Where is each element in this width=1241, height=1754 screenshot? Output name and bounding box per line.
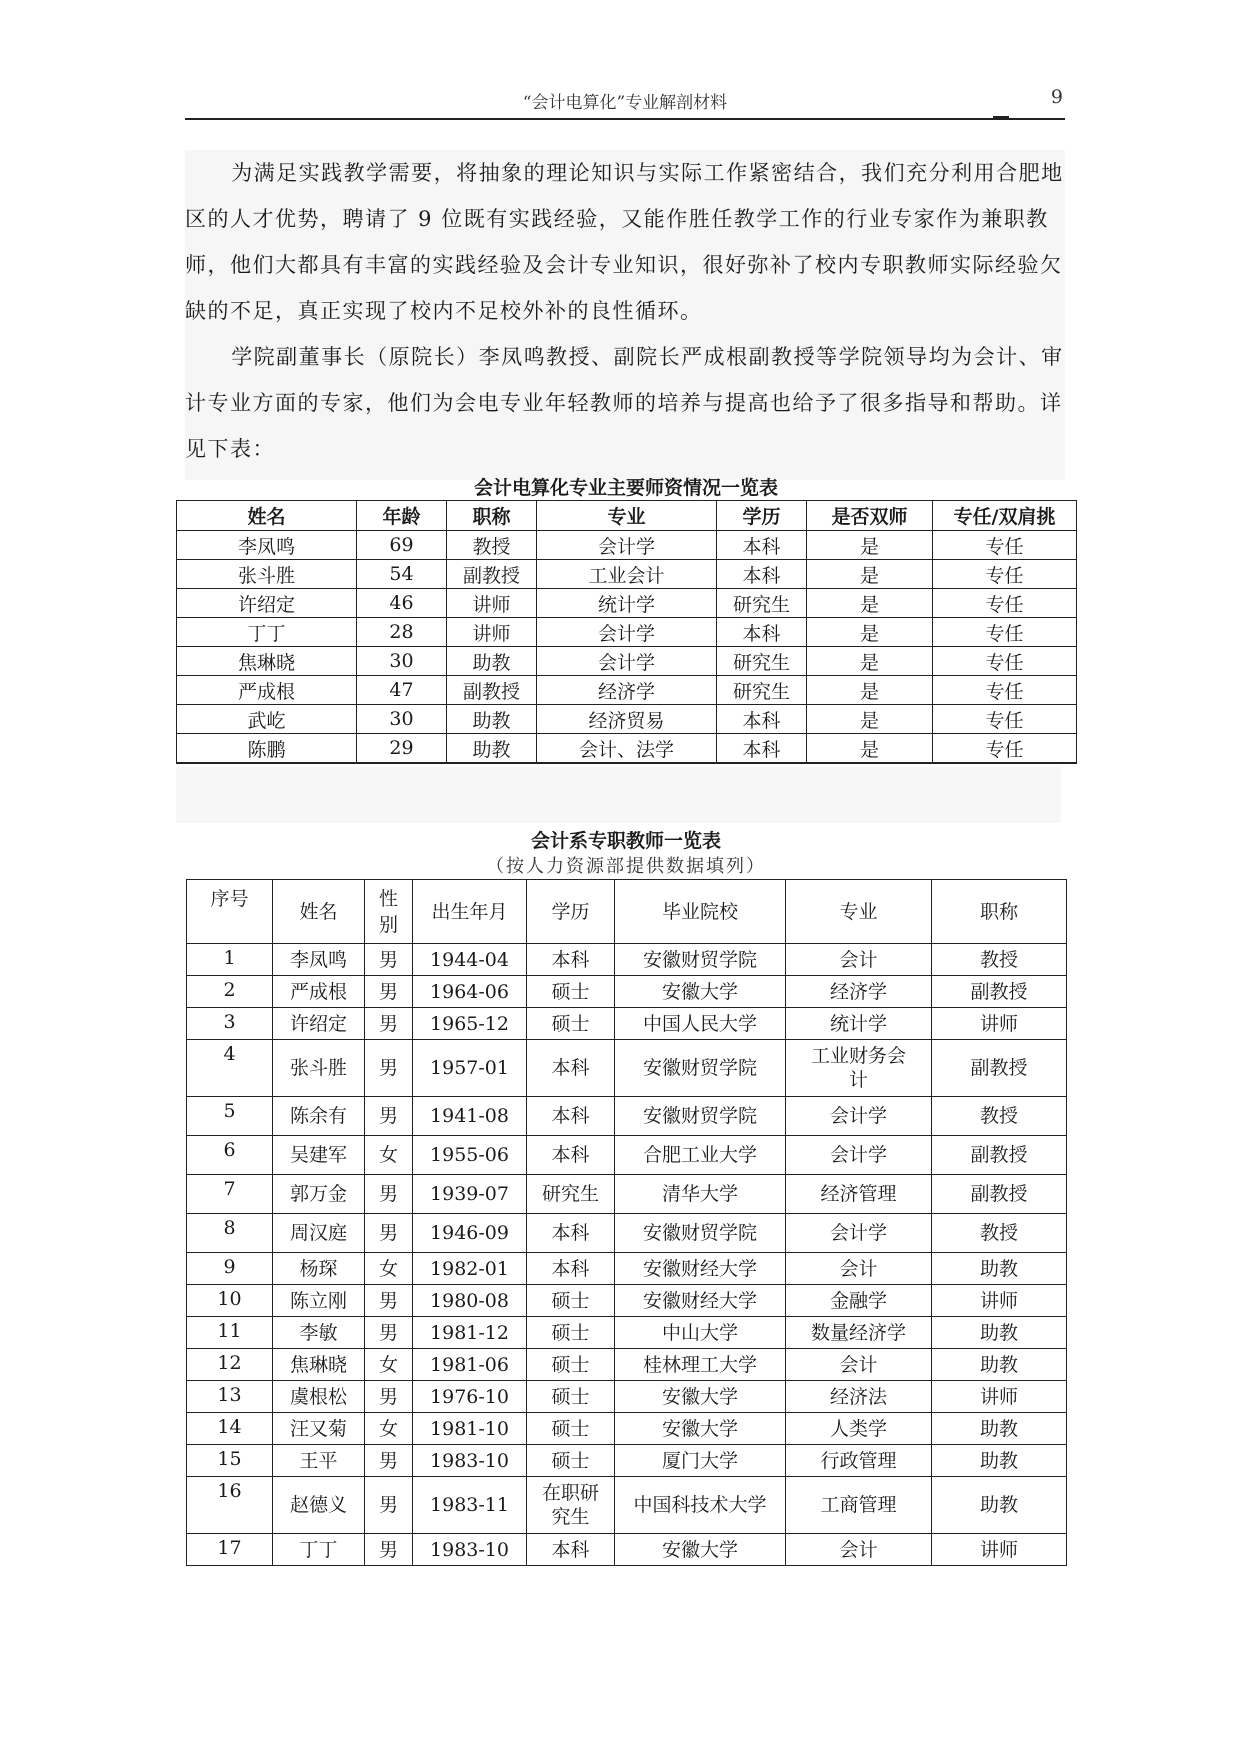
table-cell: 研究生	[717, 676, 807, 705]
table-cell: 助教	[447, 647, 537, 676]
table-cell: 郭万金	[273, 1175, 365, 1214]
table-cell: 本科	[527, 1097, 615, 1136]
table-cell: 男	[365, 1381, 413, 1413]
table-cell: 46	[357, 589, 447, 618]
table-cell: 研究生	[527, 1175, 615, 1214]
table-cell: 合肥工业大学	[615, 1136, 786, 1175]
table-cell: 3	[187, 1008, 273, 1040]
table-cell: 14	[187, 1413, 273, 1445]
table-cell: 30	[357, 647, 447, 676]
column-header: 毕业院校	[615, 880, 786, 944]
table-cell: 1	[187, 944, 273, 976]
column-header: 职称	[932, 880, 1067, 944]
table-cell: 47	[357, 676, 447, 705]
table-cell: 讲师	[932, 1534, 1067, 1566]
table-cell: 硕士	[527, 1413, 615, 1445]
table-cell: 助教	[447, 705, 537, 734]
table-cell: 6	[187, 1136, 273, 1175]
table-cell: 助教	[447, 734, 537, 764]
table-cell: 安徽财贸学院	[615, 944, 786, 976]
table-cell: 9	[187, 1253, 273, 1285]
table-cell: 硕士	[527, 1008, 615, 1040]
table-cell: 陈立刚	[273, 1285, 365, 1317]
table-cell: 讲师	[932, 1285, 1067, 1317]
column-header: 学历	[527, 880, 615, 944]
table-cell: 专任	[933, 618, 1077, 647]
table-cell: 男	[365, 1477, 413, 1534]
table-cell: 安徽大学	[615, 976, 786, 1008]
table-cell: 12	[187, 1349, 273, 1381]
table-cell: 副教授	[932, 1136, 1067, 1175]
fulltime-teachers-table	[186, 879, 1067, 1566]
table-row	[187, 976, 1067, 1008]
table-cell: 1981-06	[413, 1349, 527, 1381]
table-cell: 29	[357, 734, 447, 764]
table-cell: 会计、法学	[537, 734, 717, 764]
table-row	[177, 589, 1077, 618]
table-cell: 研究生	[717, 589, 807, 618]
shaded-band	[176, 767, 1061, 823]
table-cell: 安徽财经大学	[615, 1253, 786, 1285]
column-header: 年龄	[357, 501, 447, 531]
table-row	[187, 1413, 1067, 1445]
table-cell: 金融学	[786, 1285, 932, 1317]
table-cell: 10	[187, 1285, 273, 1317]
table-cell: 陈鹏	[177, 734, 357, 764]
table-cell: 人类学	[786, 1413, 932, 1445]
paragraph-1: 为满足实践教学需要，将抽象的理论知识与实际工作紧密结合，我们充分利用合肥地区的人才优势，聘请了 9 位既有实践经验，又能作胜任教学工作的行业专家作为兼职教师，他们大都具有丰富的实践经验及会计专业知识，很好弥补了校内专职教师实际经验欠缺的不足，真正实现了校内不足校外补的良性循环。	[185, 161, 1064, 323]
table-cell: 1981-10	[413, 1413, 527, 1445]
table-cell: 会计学	[786, 1214, 932, 1253]
table-cell: 助教	[932, 1317, 1067, 1349]
table-cell: 硕士	[527, 1349, 615, 1381]
table-header-row	[187, 880, 1067, 944]
table-row	[187, 1534, 1067, 1566]
table-cell: 会计学	[786, 1097, 932, 1136]
table-row	[187, 1040, 1067, 1097]
table-cell: 是	[807, 734, 933, 764]
column-header: 职称	[447, 501, 537, 531]
table-cell: 1976-10	[413, 1381, 527, 1413]
table-cell: 1955-06	[413, 1136, 527, 1175]
table-cell: 男	[365, 976, 413, 1008]
paragraph-2: 学院副董事长（原院长）李凤鸣教授、副院长严成根副教授等学院领导均为会计、审计专业方面的专家，他们为会电专业年轻教师的培养与提高也给予了很多指导和帮助。详见下表：	[185, 345, 1064, 461]
table-cell: 硕士	[527, 976, 615, 1008]
table-cell: 54	[357, 560, 447, 589]
table-cell: 讲师	[932, 1008, 1067, 1040]
table-cell: 教授	[447, 531, 537, 560]
table1-title: 会计电算化专业主要师资情况一览表	[473, 477, 778, 499]
column-header: 性 别	[365, 880, 413, 944]
column-header: 是否双师	[807, 501, 933, 531]
table-cell: 会计	[786, 1253, 932, 1285]
table-cell: 会计	[786, 1349, 932, 1381]
table-cell: 本科	[527, 1534, 615, 1566]
table-cell: 男	[365, 1040, 413, 1097]
table-cell: 严成根	[273, 976, 365, 1008]
table-cell: 硕士	[527, 1381, 615, 1413]
table-row	[187, 1445, 1067, 1477]
table-cell: 男	[365, 1285, 413, 1317]
table-cell: 男	[365, 1445, 413, 1477]
table-cell: 硕士	[527, 1317, 615, 1349]
table-cell: 1964-06	[413, 976, 527, 1008]
table-cell: 许绍定	[273, 1008, 365, 1040]
faculty-summary-table	[176, 500, 1077, 764]
table-cell: 讲师	[447, 618, 537, 647]
table-cell: 在职研 究生	[527, 1477, 615, 1534]
table-cell: 本科	[527, 1214, 615, 1253]
table-cell: 会计学	[537, 618, 717, 647]
table-cell: 硕士	[527, 1285, 615, 1317]
table-cell: 13	[187, 1381, 273, 1413]
table-row	[187, 1253, 1067, 1285]
table-cell: 副教授	[932, 1175, 1067, 1214]
table-cell: 本科	[527, 944, 615, 976]
table-cell: 助教	[932, 1477, 1067, 1534]
table-cell: 数量经济学	[786, 1317, 932, 1349]
table-cell: 专任	[933, 676, 1077, 705]
table-cell: 本科	[717, 560, 807, 589]
table-cell: 焦琳晓	[177, 647, 357, 676]
table-cell: 焦琳晓	[273, 1349, 365, 1381]
table-cell: 硕士	[527, 1445, 615, 1477]
table-cell: 中山大学	[615, 1317, 786, 1349]
table-cell: 1946-09	[413, 1214, 527, 1253]
table-cell: 专任	[933, 705, 1077, 734]
table-cell: 4	[187, 1040, 273, 1097]
table-cell: 专任	[933, 589, 1077, 618]
table-cell: 统计学	[786, 1008, 932, 1040]
table-cell: 助教	[932, 1413, 1067, 1445]
table-cell: 讲师	[447, 589, 537, 618]
table-cell: 本科	[527, 1040, 615, 1097]
table-cell: 中国人民大学	[615, 1008, 786, 1040]
table-cell: 桂林理工大学	[615, 1349, 786, 1381]
table-cell: 许绍定	[177, 589, 357, 618]
table-cell: 1983-10	[413, 1445, 527, 1477]
table-cell: 经济贸易	[537, 705, 717, 734]
table-cell: 男	[365, 1097, 413, 1136]
table-row	[187, 1381, 1067, 1413]
table-row	[177, 705, 1077, 734]
table-cell: 1957-01	[413, 1040, 527, 1097]
column-header: 姓名	[273, 880, 365, 944]
body-text	[185, 150, 1065, 480]
header-title: “会计电算化”专业解剖材料	[522, 93, 728, 113]
table-cell: 本科	[717, 705, 807, 734]
table-row	[187, 1317, 1067, 1349]
table-row	[177, 647, 1077, 676]
table-cell: 虞根松	[273, 1381, 365, 1413]
table-cell: 是	[807, 589, 933, 618]
table-cell: 研究生	[717, 647, 807, 676]
table-row	[187, 1136, 1067, 1175]
table-cell: 李凤鸣	[273, 944, 365, 976]
table-cell: 王平	[273, 1445, 365, 1477]
table-cell: 是	[807, 560, 933, 589]
table-cell: 女	[365, 1413, 413, 1445]
table-cell: 专任	[933, 560, 1077, 589]
table-row	[177, 618, 1077, 647]
table-cell: 专任	[933, 531, 1077, 560]
table-cell: 讲师	[932, 1381, 1067, 1413]
table-cell: 1941-08	[413, 1097, 527, 1136]
table-cell: 本科	[527, 1136, 615, 1175]
table-cell: 男	[365, 944, 413, 976]
table-cell: 1939-07	[413, 1175, 527, 1214]
table-cell: 是	[807, 531, 933, 560]
table-cell: 经济法	[786, 1381, 932, 1413]
table-cell: 28	[357, 618, 447, 647]
table-cell: 是	[807, 705, 933, 734]
table-cell: 吴建军	[273, 1136, 365, 1175]
table-cell: 安徽大学	[615, 1534, 786, 1566]
table2-subtitle: （按人力资源部提供数据填列）	[486, 856, 766, 877]
table-cell: 2	[187, 976, 273, 1008]
table-cell: 会计学	[786, 1136, 932, 1175]
table-row	[187, 1175, 1067, 1214]
table-row	[177, 560, 1077, 589]
table-cell: 1965-12	[413, 1008, 527, 1040]
table-cell: 工业会计	[537, 560, 717, 589]
table-cell: 会计	[786, 944, 932, 976]
table-cell: 助教	[932, 1445, 1067, 1477]
table-row	[177, 734, 1077, 764]
table-cell: 男	[365, 1317, 413, 1349]
table-cell: 副教授	[932, 1040, 1067, 1097]
table-cell: 专任	[933, 734, 1077, 764]
table-cell: 男	[365, 1175, 413, 1214]
header-rule-mark	[993, 116, 1009, 120]
table-cell: 1983-11	[413, 1477, 527, 1534]
table-row	[187, 944, 1067, 976]
table2-title: 会计系专职教师一览表	[530, 830, 721, 852]
table-cell: 17	[187, 1534, 273, 1566]
table-cell: 行政管理	[786, 1445, 932, 1477]
table-cell: 清华大学	[615, 1175, 786, 1214]
table-cell: 1944-04	[413, 944, 527, 976]
table-cell: 安徽财经大学	[615, 1285, 786, 1317]
table-row	[187, 1008, 1067, 1040]
table-cell: 7	[187, 1175, 273, 1214]
table-cell: 本科	[717, 734, 807, 764]
table-cell: 张斗胜	[177, 560, 357, 589]
table-cell: 副教授	[447, 676, 537, 705]
table-cell: 教授	[932, 944, 1067, 976]
table-row	[187, 1214, 1067, 1253]
table-cell: 工商管理	[786, 1477, 932, 1534]
table-cell: 汪又菊	[273, 1413, 365, 1445]
table-cell: 赵德义	[273, 1477, 365, 1534]
table-cell: 16	[187, 1477, 273, 1534]
table-cell: 教授	[932, 1214, 1067, 1253]
table-cell: 1983-10	[413, 1534, 527, 1566]
table-cell: 严成根	[177, 676, 357, 705]
table-cell: 助教	[932, 1349, 1067, 1381]
table-cell: 丁丁	[273, 1534, 365, 1566]
table-cell: 安徽大学	[615, 1413, 786, 1445]
table-cell: 助教	[932, 1253, 1067, 1285]
table-row	[177, 676, 1077, 705]
table-cell: 周汉庭	[273, 1214, 365, 1253]
column-header: 出生年月	[413, 880, 527, 944]
column-header: 专任/双肩挑	[933, 501, 1077, 531]
table-cell: 经济学	[537, 676, 717, 705]
table-cell: 30	[357, 705, 447, 734]
table-row	[187, 1349, 1067, 1381]
table-cell: 是	[807, 618, 933, 647]
table-cell: 张斗胜	[273, 1040, 365, 1097]
table-cell: 1981-12	[413, 1317, 527, 1349]
table-cell: 1980-08	[413, 1285, 527, 1317]
table-cell: 中国科技术大学	[615, 1477, 786, 1534]
column-header: 学历	[717, 501, 807, 531]
table-cell: 杨琛	[273, 1253, 365, 1285]
table-cell: 本科	[717, 531, 807, 560]
table-cell: 李敏	[273, 1317, 365, 1349]
column-header: 序号	[187, 880, 273, 944]
column-header: 姓名	[177, 501, 357, 531]
table-cell: 本科	[527, 1253, 615, 1285]
table-cell: 李凤鸣	[177, 531, 357, 560]
table-cell: 是	[807, 676, 933, 705]
table-cell: 女	[365, 1349, 413, 1381]
table-cell: 11	[187, 1317, 273, 1349]
table-cell: 会计学	[537, 647, 717, 676]
table-cell: 专任	[933, 647, 1077, 676]
table-cell: 经济管理	[786, 1175, 932, 1214]
table-cell: 会计学	[537, 531, 717, 560]
table-row	[187, 1097, 1067, 1136]
table-cell: 女	[365, 1136, 413, 1175]
table-cell: 经济学	[786, 976, 932, 1008]
table-cell: 男	[365, 1534, 413, 1566]
table-cell: 会计	[786, 1534, 932, 1566]
table-cell: 安徽大学	[615, 1381, 786, 1413]
column-header: 专业	[786, 880, 932, 944]
table-cell: 工业财务会 计	[786, 1040, 932, 1097]
table-cell: 本科	[717, 618, 807, 647]
table-row	[177, 531, 1077, 560]
table-cell: 5	[187, 1097, 273, 1136]
table-row	[187, 1477, 1067, 1534]
table-cell: 陈余有	[273, 1097, 365, 1136]
column-header: 专业	[537, 501, 717, 531]
table-header-row	[177, 501, 1077, 531]
table-cell: 副教授	[447, 560, 537, 589]
table-cell: 15	[187, 1445, 273, 1477]
table-cell: 是	[807, 647, 933, 676]
table-cell: 安徽财贸学院	[615, 1214, 786, 1253]
table-cell: 男	[365, 1008, 413, 1040]
table-cell: 1982-01	[413, 1253, 527, 1285]
page-header	[185, 84, 1065, 120]
table-cell: 男	[365, 1214, 413, 1253]
table-cell: 69	[357, 531, 447, 560]
table-cell: 8	[187, 1214, 273, 1253]
table-cell: 副教授	[932, 976, 1067, 1008]
table-cell: 丁丁	[177, 618, 357, 647]
table-cell: 女	[365, 1253, 413, 1285]
table-cell: 安徽财贸学院	[615, 1040, 786, 1097]
page-number: 9	[1050, 86, 1063, 108]
table-cell: 安徽财贸学院	[615, 1097, 786, 1136]
table-cell: 教授	[932, 1097, 1067, 1136]
table-cell: 厦门大学	[615, 1445, 786, 1477]
table-row	[187, 1285, 1067, 1317]
table-cell: 统计学	[537, 589, 717, 618]
table-cell: 武屹	[177, 705, 357, 734]
